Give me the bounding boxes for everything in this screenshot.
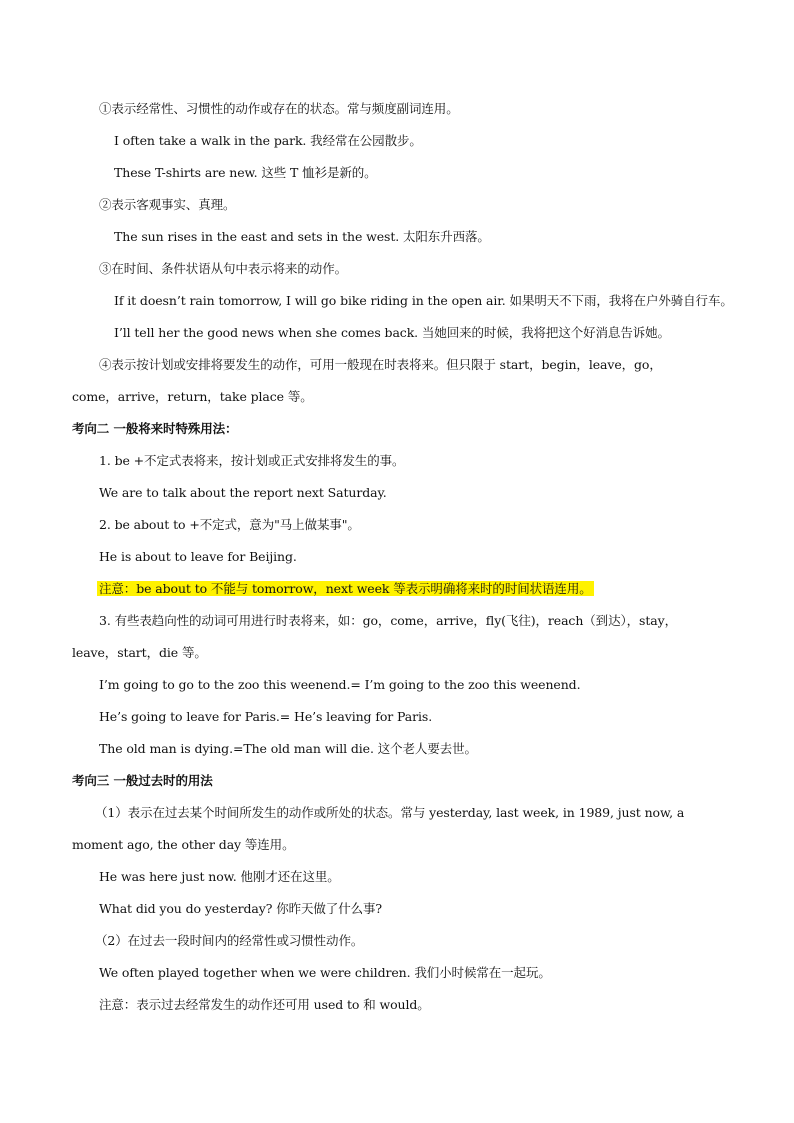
point-3-progressive: 3. 有些表趋向性的动词可用进行时表将来，如：go，come，arrive，fly(飞往)，reach（到达），stay，: [99, 613, 677, 628]
past-rule-1: （1）表示在过去某个时间所发生的动作或所处的状态。常与 yesterday, last week, in 1989, just now, a: [95, 805, 685, 820]
example-old-man: The old man is dying.=The old man will die. 这个老人要去世。: [99, 741, 477, 756]
example-zoo: I’m going to go to the zoo this weenend.= I’m going to the zoo this weenend.: [99, 677, 581, 692]
example-good-news: I’ll tell her the good news when she comes back. 当她回来的时候，我将把这个好消息告诉她。: [114, 325, 670, 340]
example-leave-beijing: He is about to leave for Beijing.: [99, 549, 297, 564]
past-rule-2: （2）在过去一段时间内的经常性或习惯性动作。: [95, 933, 364, 948]
point-3-continued: leave，start，die 等。: [72, 645, 207, 660]
example-walk-park: I often take a walk in the park. 我经常在公园散步。: [114, 133, 422, 148]
rule-3-clauses: ③在时间、条件状语从句中表示将来的动作。: [99, 261, 348, 276]
example-paris: He’s going to leave for Paris.= He’s leaving for Paris.: [99, 709, 433, 724]
example-rain-tomorrow: If it doesn’t rain tomorrow, I will go bike riding in the open air. 如果明天不下雨，我将在户外骑自行车。: [114, 293, 733, 308]
example-tshirts: These T-shirts are new. 这些 T 恤衫是新的。: [114, 165, 377, 180]
example-here-just-now: He was here just now. 他刚才还在这里。: [99, 869, 340, 884]
section-heading-2: 考向二 一般将来时特殊用法：: [72, 421, 238, 436]
example-sun-rises: The sun rises in the east and sets in the west. 太阳东升西落。: [114, 229, 490, 244]
note-used-to-would: 注意：表示过去经常发生的动作还可用 used to 和 would。: [99, 997, 430, 1012]
past-rule-1-continued: moment ago, the other day 等连用。: [72, 837, 295, 852]
rule-4-schedule: ④表示按计划或安排将要发生的动作，可用一般现在时表将来。但只限于 start，begin，leave，go，: [99, 357, 662, 372]
section-heading-3: 考向三 一般过去时的用法: [72, 773, 213, 788]
point-1-be-to: 1. be +不定式表将来，按计划或正式安排将发生的事。: [99, 453, 405, 468]
rule-2-facts: ②表示客观事实、真理。: [99, 197, 236, 212]
highlighted-note: 注意：be about to 不能与 tomorrow，next week 等表示明确将来时的时间状语连用。: [99, 581, 592, 596]
point-2-be-about-to: 2. be about to +不定式，意为"马上做某事"。: [99, 517, 360, 532]
rule-4-continued: come，arrive，return，take place 等。: [72, 389, 313, 404]
example-played-together: We often played together when we were children. 我们小时候常在一起玩。: [99, 965, 551, 980]
example-yesterday: What did you do yesterday? 你昨天做了什么事?: [99, 901, 382, 916]
example-report: We are to talk about the report next Saturday.: [99, 485, 387, 500]
rule-1-habitual: ①表示经常性、习惯性的动作或存在的状态。常与频度副词连用。: [99, 101, 459, 116]
